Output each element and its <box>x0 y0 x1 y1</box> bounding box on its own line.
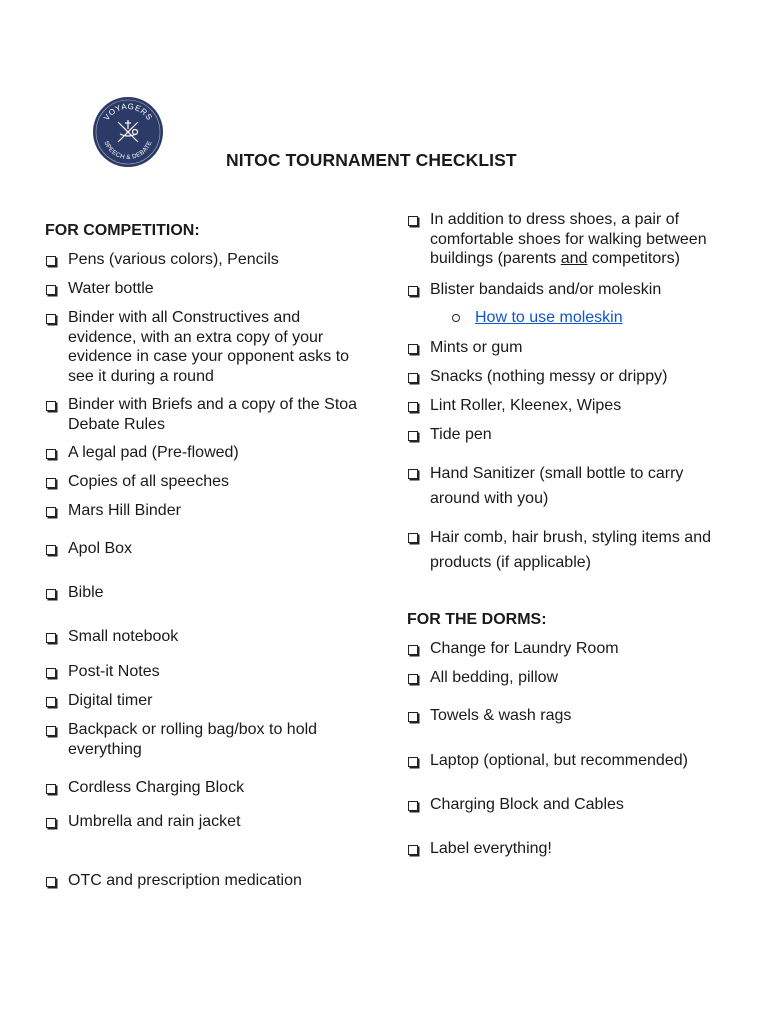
checklist-item-text: Binder with Briefs and a copy of the Stoa Debate Rules <box>68 396 358 433</box>
gear-item <box>430 461 720 511</box>
competition-item <box>68 812 358 832</box>
checklist-item-text: Charging Block and Cables <box>430 796 624 813</box>
dorm-item <box>430 668 730 688</box>
gear-item-shoes <box>430 210 730 269</box>
competition-item <box>68 871 358 891</box>
checkbox-icon[interactable] <box>46 256 56 266</box>
gear-item <box>430 396 720 416</box>
checkbox-icon[interactable] <box>408 845 418 855</box>
gear-item <box>430 525 720 575</box>
checklist-item-text: Change for Laundry Room <box>430 640 619 657</box>
checklist-item-text: Hair comb, hair brush, styling items and products (if applicable) <box>430 529 711 571</box>
checkbox-icon[interactable] <box>46 545 56 555</box>
competition-item <box>68 583 358 603</box>
checklist-item-text: Hand Sanitizer (small bottle to carry around with you) <box>430 465 684 507</box>
checklist-item-text: Label everything! <box>430 840 552 857</box>
checkbox-icon[interactable] <box>408 373 418 383</box>
competition-item <box>68 279 358 299</box>
competition-heading: FOR COMPETITION: <box>45 222 200 239</box>
checkbox-icon[interactable] <box>46 478 56 488</box>
checklist-item-text: Towels & wash rags <box>430 707 572 724</box>
checkbox-icon[interactable] <box>46 784 56 794</box>
checkbox-icon[interactable] <box>408 469 418 479</box>
checklist-item-text: Blister bandaids and/or moleskin <box>430 281 662 298</box>
checkbox-icon[interactable] <box>408 712 418 722</box>
checkbox-icon[interactable] <box>46 633 56 643</box>
hollow-bullet-icon <box>452 314 460 322</box>
checklist-item-text: Post-it Notes <box>68 663 160 680</box>
checklist-item-text: Cordless Charging Block <box>68 779 245 796</box>
checklist-item-text: OTC and prescription medication <box>68 872 302 889</box>
competition-item <box>68 250 358 270</box>
competition-item <box>68 501 358 521</box>
item-text-after: competitors) <box>587 250 680 267</box>
item-text-before: In addition to dress shoes, a pair of comfortable shoes for walking between buildings (parents <box>430 211 707 267</box>
voyagers-logo <box>92 96 164 168</box>
checklist-item-text: Lint Roller, Kleenex, Wipes <box>430 397 622 414</box>
checkbox-icon[interactable] <box>46 877 56 887</box>
checklist-item-text: All bedding, pillow <box>430 669 559 686</box>
gear-item <box>430 338 720 358</box>
checkbox-icon[interactable] <box>408 645 418 655</box>
gear-item <box>430 425 720 445</box>
competition-item <box>68 539 358 559</box>
dorm-item <box>430 639 730 659</box>
checkbox-icon[interactable] <box>408 286 418 296</box>
checklist-item-text: Snacks (nothing messy or drippy) <box>430 368 668 385</box>
checklist-item-text: Copies of all speeches <box>68 473 229 490</box>
checklist-item-text: Water bottle <box>68 280 154 297</box>
competition-item <box>68 720 358 759</box>
checklist-item-text: Binder with all Constructives and evidence, with an extra copy of your evidence in case your opponent asks to see it during a round <box>68 309 350 385</box>
moleskin-link[interactable]: How to use moleskin <box>475 309 623 326</box>
checkbox-icon[interactable] <box>408 402 418 412</box>
competition-item <box>68 778 358 798</box>
dorm-item <box>430 795 730 815</box>
checklist-item-text: Tide pen <box>430 426 492 443</box>
checkbox-icon[interactable] <box>408 801 418 811</box>
competition-item <box>68 691 358 711</box>
checklist-item-text: Mars Hill Binder <box>68 502 181 519</box>
logo-text-bottom: SPEECH & DEBATE <box>102 139 154 162</box>
dorm-item <box>430 839 730 859</box>
competition-item <box>68 395 358 434</box>
checklist-item-text: Backpack or rolling bag/box to hold everything <box>68 721 318 758</box>
checkbox-icon[interactable] <box>46 314 56 324</box>
checkbox-icon[interactable] <box>408 757 418 767</box>
competition-item <box>68 662 358 682</box>
checklist-item-text: Pens (various colors), Pencils <box>68 251 279 268</box>
competition-item <box>68 627 358 647</box>
checkbox-icon[interactable] <box>46 668 56 678</box>
checkbox-icon[interactable] <box>408 533 418 543</box>
dorms-heading: FOR THE DORMS: <box>407 611 547 628</box>
competition-item <box>68 472 358 492</box>
competition-item <box>68 443 358 463</box>
checkbox-icon[interactable] <box>408 216 418 226</box>
checkbox-icon[interactable] <box>408 674 418 684</box>
checkbox-icon[interactable] <box>46 507 56 517</box>
checkbox-icon[interactable] <box>46 697 56 707</box>
checkbox-icon[interactable] <box>46 285 56 295</box>
logo-text-top: VOYAGERS <box>101 101 155 123</box>
checkbox-icon[interactable] <box>408 344 418 354</box>
checklist-item-text: Small notebook <box>68 628 179 645</box>
checklist-item-text: Mints or gum <box>430 339 523 356</box>
page-title: NITOC TOURNAMENT CHECKLIST <box>226 150 517 170</box>
checklist-item-text: Laptop (optional, but recommended) <box>430 752 688 769</box>
checklist-item-text: A legal pad (Pre-flowed) <box>68 444 239 461</box>
checklist-item-text: Apol Box <box>68 540 133 557</box>
checkbox-icon[interactable] <box>46 726 56 736</box>
gear-item <box>430 280 720 300</box>
dorm-item <box>430 706 730 726</box>
dorm-item <box>430 751 730 771</box>
checklist-item-text <box>430 210 730 269</box>
checkbox-icon[interactable] <box>46 449 56 459</box>
checkbox-icon[interactable] <box>46 401 56 411</box>
checkbox-icon[interactable] <box>46 589 56 599</box>
checklist-item-text: Digital timer <box>68 692 153 709</box>
competition-item <box>68 308 358 386</box>
checklist-item-text: Bible <box>68 584 104 601</box>
underlined-word: and <box>560 250 588 267</box>
gear-item <box>430 367 720 387</box>
checklist-item-text: Umbrella and rain jacket <box>68 813 241 830</box>
checkbox-icon[interactable] <box>46 818 56 828</box>
checkbox-icon[interactable] <box>408 431 418 441</box>
